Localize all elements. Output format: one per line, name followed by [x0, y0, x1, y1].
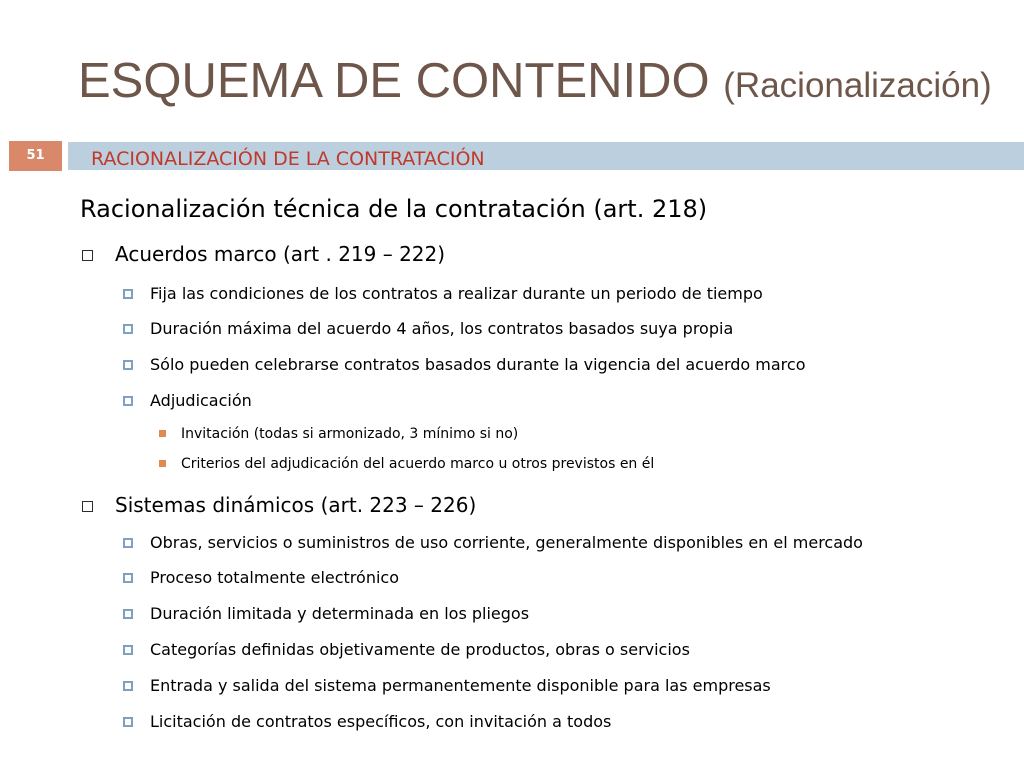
square-bullet-icon	[123, 538, 133, 548]
square-bullet-icon	[123, 573, 133, 583]
list-item: Entrada y salida del sistema permanentemente disponible para las empresas	[150, 676, 771, 695]
square-bullet-icon	[123, 360, 133, 370]
hollow-square-bullet-icon	[82, 501, 93, 512]
square-bullet-icon	[123, 324, 133, 334]
square-bullet-icon	[123, 289, 133, 299]
slide-title-main: ESQUEMA DE CONTENIDO	[78, 54, 710, 108]
sub-list-item: Criterios del adjudicación del acuerdo marco u otros previstos en él	[181, 456, 655, 472]
square-bullet-icon	[123, 609, 133, 619]
hollow-square-bullet-icon	[82, 250, 93, 261]
slide-title-sub: (Racionalización)	[723, 66, 992, 105]
filled-square-bullet-icon	[159, 460, 166, 467]
list-item: Sólo pueden celebrarse contratos basados durante la vigencia del acuerdo marco	[150, 355, 806, 374]
slide-number: 51	[9, 141, 62, 171]
outline-item-acuerdos: Acuerdos marco (art . 219 – 222)	[115, 242, 446, 266]
outline-item-sistemas: Sistemas dinámicos (art. 223 – 226)	[115, 493, 477, 517]
square-bullet-icon	[123, 396, 133, 406]
square-bullet-icon	[123, 681, 133, 691]
section-header-text: RACIONALIZACIÓN DE LA CONTRATACIÓN	[91, 148, 485, 170]
filled-square-bullet-icon	[159, 430, 166, 437]
list-item: Proceso totalmente electrónico	[150, 568, 399, 587]
list-item: Fija las condiciones de los contratos a realizar durante un periodo de tiempo	[150, 284, 763, 303]
list-item: Obras, servicios o suministros de uso corriente, generalmente disponibles en el mercado	[150, 533, 863, 552]
list-item: Categorías definidas objetivamente de productos, obras o servicios	[150, 640, 690, 659]
sub-list-item: Invitación (todas si armonizado, 3 mínimo si no)	[181, 426, 519, 442]
square-bullet-icon	[123, 645, 133, 655]
list-item: Duración limitada y determinada en los pliegos	[150, 604, 530, 623]
list-item: Licitación de contratos específicos, con invitación a todos	[150, 712, 612, 731]
list-item: Duración máxima del acuerdo 4 años, los contratos basados suya propia	[150, 319, 734, 338]
list-item-adjudicacion: Adjudicación	[150, 391, 252, 410]
content-heading: Racionalización técnica de la contratación (art. 218)	[80, 195, 708, 223]
square-bullet-icon	[123, 717, 133, 727]
slide-title	[78, 50, 992, 117]
